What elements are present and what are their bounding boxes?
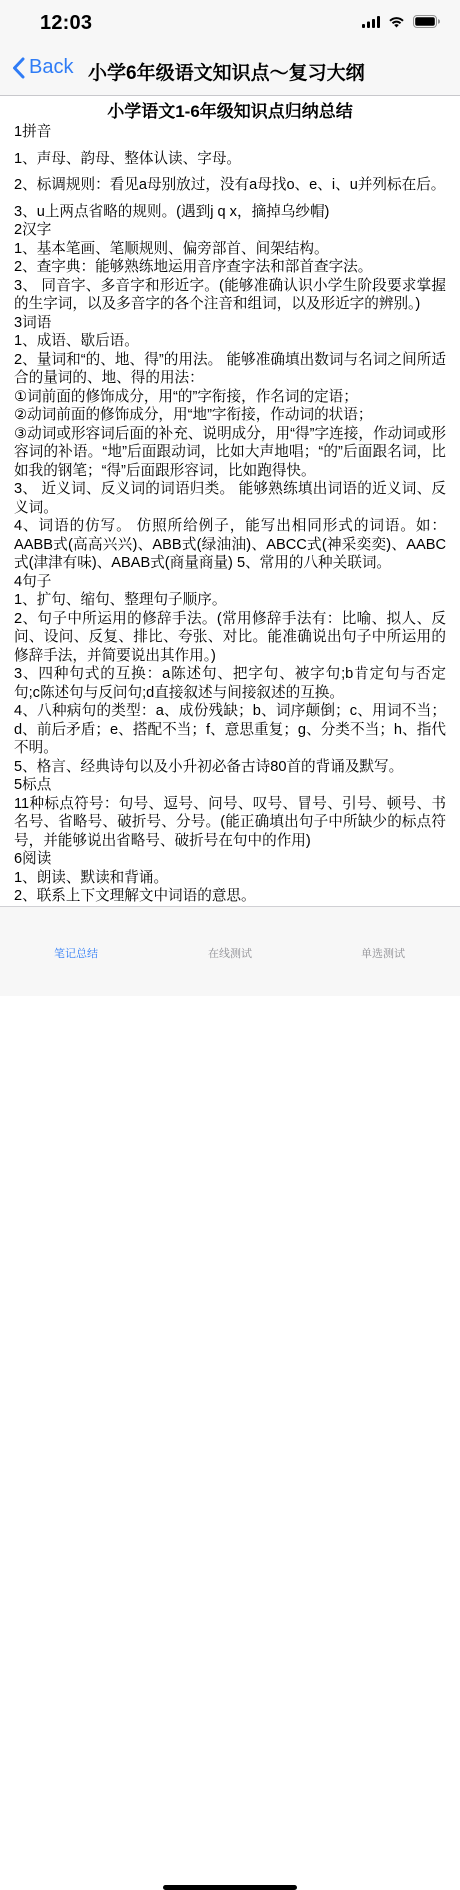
note-paragraph: 2、量词和“的、地、得”的用法。 能够准确填出数词与名词之间所适合的量词的、地、得的用法： [14, 351, 446, 386]
note-paragraph: 3、 同音字、多音字和形近字。(能够准确认识小学生阶段要求掌握的生字词，以及多音字的各个注音和组词，以及形近字的辨别。) [14, 277, 446, 312]
document-title: 小学语文1-6年级知识点归纳总结 [107, 102, 353, 121]
battery-icon [413, 15, 440, 28]
note-paragraph: 4、词语的仿写。 仿照所给例子，能写出相同形式的词语。如：AABB式(高高兴兴)、ABB式(绿油油)、ABCC式(神采奕奕)、AABC式(津津有味)、ABAB式(商量商量) 5、常用的八种关联词。 [14, 518, 446, 571]
note-paragraph: 11种标点符号：句号、逗号、问号、叹号、冒号、引号、顿号、书名号、省略号、破折号、分号。(能正确填出句子中所缺少的标点符号，并能够说出省略号、破折号在句中的作用) [14, 795, 446, 849]
note-paragraph: 1、朗读、默读和背诵。 [14, 869, 169, 886]
note-paragraph: 1、声母、韵母、整体认读、字母。 [14, 150, 242, 167]
signal-icon [362, 16, 380, 28]
note-paragraph: 3词语 [14, 314, 52, 331]
note-paragraph: 1、基本笔画、笔顺规则、偏旁部首、间架结构。 [14, 240, 329, 257]
notes-content[interactable] [0, 97, 460, 906]
note-paragraph: 5、格言、经典诗句以及小升初必备古诗80首的背诵及默写。 [14, 758, 404, 775]
note-paragraph: 2汉字 [14, 222, 52, 238]
note-paragraph: 4句子 [14, 573, 52, 590]
tab-bar [0, 906, 460, 996]
note-paragraph: 1、成语、歇后语。 [14, 333, 139, 349]
navigation-bar [0, 44, 460, 96]
back-label: Back [29, 56, 74, 78]
note-paragraph: 6阅读 [14, 851, 52, 867]
tab-notes-summary[interactable]: 笔记总结 [54, 948, 98, 960]
note-paragraph: 2、查字典：能够熟练地运用音序查字法和部首查字法。 [14, 259, 373, 275]
wifi-icon [388, 16, 405, 28]
note-paragraph: 3、 近义词、反义词的词语归类。 能够熟练填出词语的近义词、反义词。 [14, 481, 446, 516]
note-paragraph: 4、八种病句的类型：a、成份残缺；b、词序颠倒；c、用词不当；d、前后矛盾；e、搭配不当；f、意思重复；g、分类不当；h、指代不明。 [14, 703, 446, 756]
note-paragraph: 2、联系上下文理解文中词语的意思。 [14, 888, 256, 904]
note-paragraph: 2、句子中所运用的修辞手法。(常用修辞手法有：比喻、拟人、反问、设问、反复、排比、夸张、对比。能准确说出句子中所运用的修辞手法，并简要说出其作用。) [14, 610, 446, 664]
note-paragraph: 1拼音 [14, 124, 52, 140]
note-paragraph: ①词前面的修饰成分，用“的”字衔接，作名词的定语； [14, 388, 358, 405]
note-paragraph: 1、扩句、缩句、整理句子顺序。 [14, 592, 227, 608]
note-paragraph: 5标点 [14, 777, 52, 793]
clock-time: 12:03 [40, 12, 93, 34]
note-paragraph: ②动词前面的修饰成分，用“地”字衔接，作动词的状语； [14, 407, 373, 423]
status-bar [0, 0, 460, 44]
page-title: 小学6年级语文知识点～复习大纲 [88, 63, 365, 84]
chevron-left-icon [12, 57, 25, 79]
note-paragraph: 2、标调规则：看见a母别放过，没有a母找o、e、i、u并列标在后。 [14, 177, 446, 193]
home-indicator [163, 1885, 297, 1890]
tab-single-choice-test[interactable]: 单选测试 [361, 948, 405, 960]
tab-online-test[interactable]: 在线测试 [208, 948, 252, 960]
note-paragraph: ③动词或形容词后面的补充、说明成分，用“得”字连接，作动词或形容词的补语。“地”后面跟动词，比如大声地唱；“的”后面跟名词，比如我的钢笔；“得”后面跟形容词，比如跑得快。 [14, 425, 446, 479]
note-paragraph: 3、u上两点省略的规则。(遇到j q x，摘掉乌纱帽) [14, 203, 330, 220]
note-paragraph: 3、四种句式的互换：a陈述句、把字句、被字句;b肯定句与否定句;c陈述句与反问句;d直接叙述与间接叙述的互换。 [14, 666, 446, 701]
notes-paragraphs [14, 123, 446, 906]
system-icons [362, 15, 440, 28]
back-button[interactable] [12, 56, 73, 79]
